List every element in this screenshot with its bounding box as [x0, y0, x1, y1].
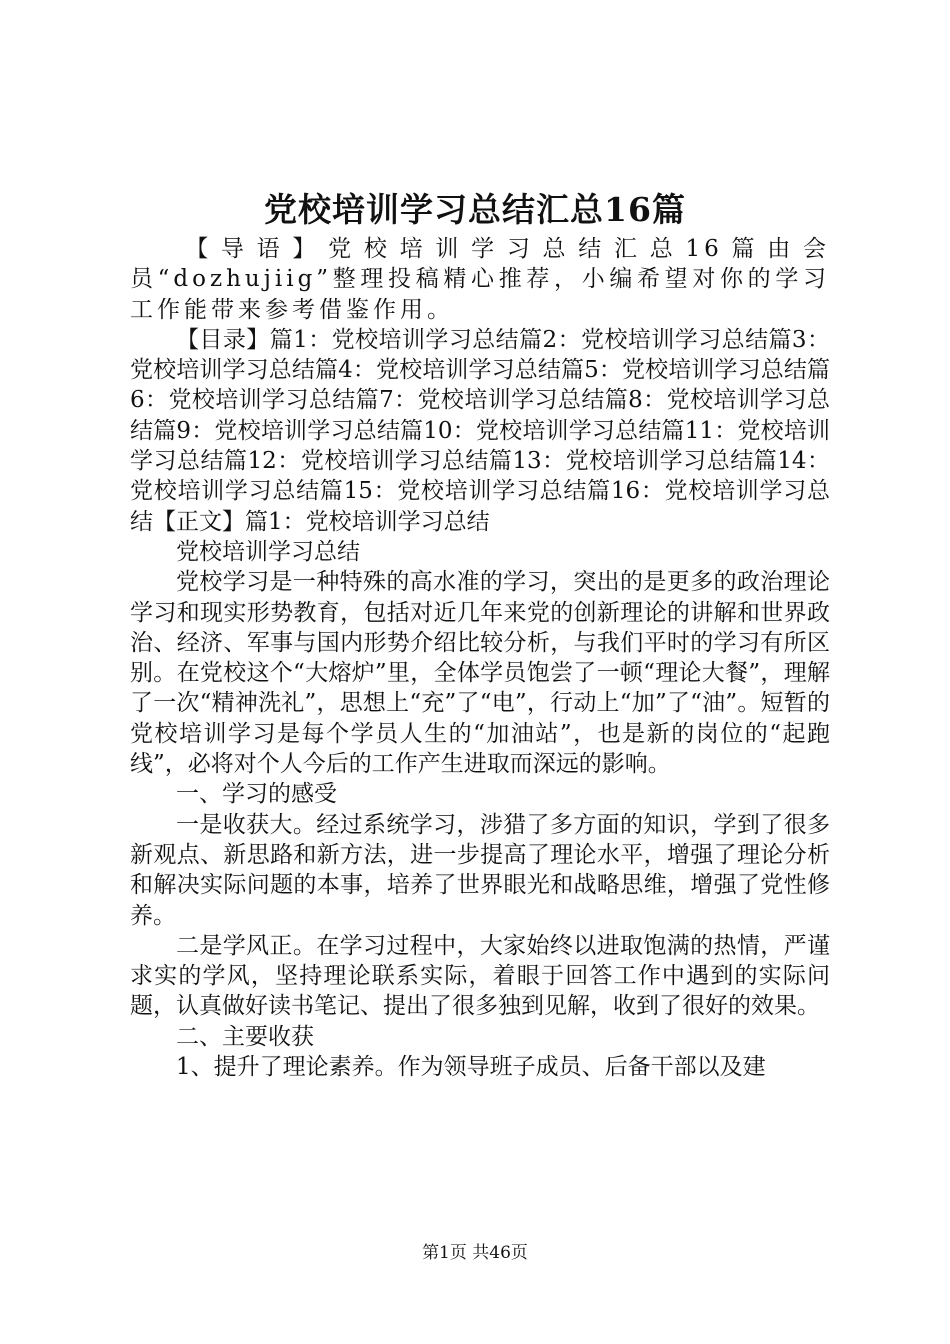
- body-paragraph: 一是收获大。经过系统学习，涉猎了多方面的知识，学到了很多新观点、新思路和新方法，进一步提高了理论水平，增强了理论分析和解决实际问题的本事，培养了世界眼光和战略思维，增强了党性修养。: [130, 811, 830, 929]
- section-heading: 党校培训学习总结: [176, 538, 360, 565]
- body-paragraph: 1、提升了理论素养。作为领导班子成员、后备干部以及建: [176, 1054, 766, 1081]
- document-title: 党校培训学习总结汇总16篇: [264, 190, 686, 229]
- toc-paragraph: 【目录】篇1：党校培训学习总结篇2：党校培训学习总结篇3：党校培训学习总结篇4：党校培训学习总结篇5：党校培训学习总结篇6：党校培训学习总结篇7：党校培训学习总结篇8：党校培训学习总结篇9：党校培训学习总结篇10：党校培训学习总结篇11：党校培训学习总结篇12：党校培训学习总结篇13：党校培训学习总结篇14：党校培训学习总结篇15：党校培训学习总结篇16：党校培训学习总结【正文】篇1：党校培训学习总结: [130, 326, 830, 535]
- body-paragraph: 党校学习是一种特殊的高水准的学习，突出的是更多的政治理论学习和现实形势教育，包括对近几年来党的创新理论的讲解和世界政治、经济、军事与国内形势介绍比较分析，与我们平时的学习有所区别。在党校这个“大熔炉”里，全体学员饱尝了一顿“理论大餐”，理解了一次“精神洗礼”，思想上“充”了“电”，行动上“加”了“油”。短暂的党校培训学习是每个学员人生的“加油站”，也是新的岗位的“起跑线”，必将对个人今后的工作产生进取而深远的影响。: [130, 569, 830, 778]
- subheading: 二、主要收获: [176, 1023, 314, 1050]
- intro-paragraph: 【导语】党校培训学习总结汇总16篇由会员“dozhujiig”整理投稿精心推荐，小编希望对你的学习工作能带来参考借鉴作用。: [130, 236, 830, 323]
- page-footer: 第1页 共46页: [422, 1243, 528, 1263]
- document-body: [130, 234, 830, 1082]
- body-paragraph: 二是学风正。在学习过程中，大家始终以进取饱满的热情，严谨求实的学风，坚持理论联系实际，着眼于回答工作中遇到的实际问题，认真做好读书笔记、提出了很多独到见解，收到了很好的效果。: [130, 932, 830, 1020]
- subheading: 一、学习的感受: [176, 781, 337, 808]
